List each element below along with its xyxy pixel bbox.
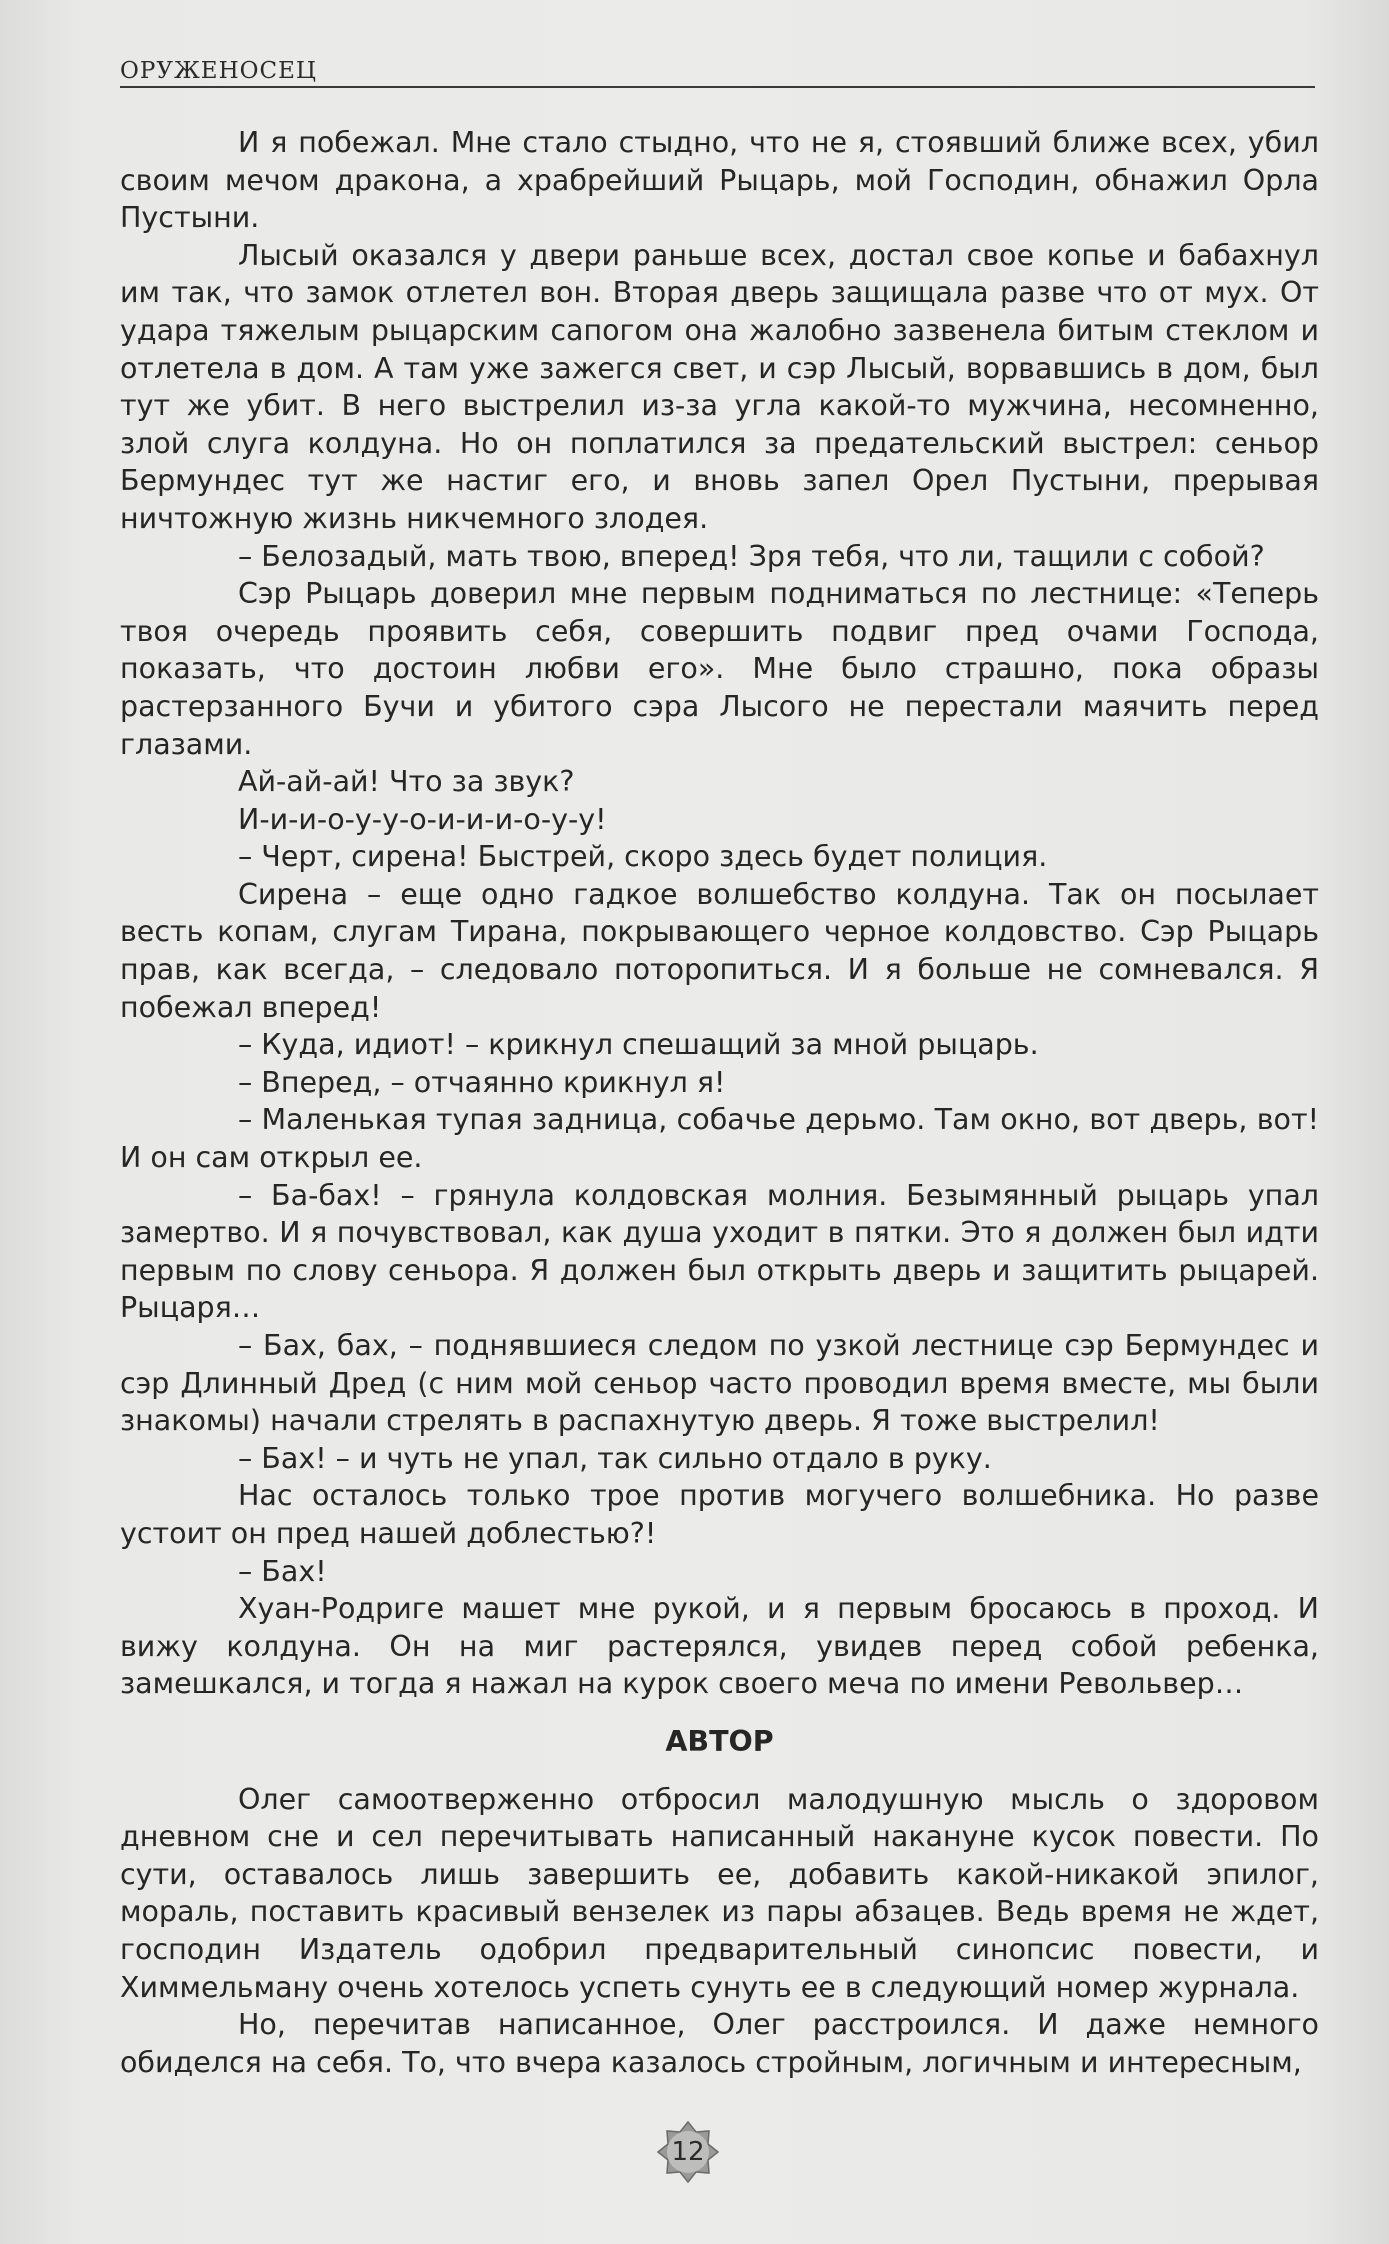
paragraph: Ай-ай-ай! Что за звук? bbox=[238, 765, 575, 799]
page-number: 12 bbox=[671, 2137, 705, 2167]
paragraph: Нас осталось только трое против могучего волшебника. Но разве устоит он пред нашей доблестью?! bbox=[120, 1479, 1319, 1550]
paragraph: Сэр Рыцарь доверил мне первым подниматься по лестнице: «Теперь твоя очередь проявить себя, совершить подвиг пред очами Господа, показать, что достоин любви его». Мне было страшно, пока образы растерзанного Бучи и убитого сэра Лысого не перестали маячить перед глазами. bbox=[120, 577, 1319, 761]
paragraph: – Бах! bbox=[238, 1554, 327, 1588]
paragraph: Сирена – еще одно гадкое волшебство колдуна. Так он посылает весть копам, слугам Тирана, покрывающего черное колдовство. Сэр Рыцарь прав, как всегда, – следовало поторопиться. И я больше не сомневался. Я побежал вперед! bbox=[120, 877, 1319, 1024]
running-title: ОРУЖЕНОСЕЦ bbox=[120, 58, 317, 84]
paragraph: Хуан-Родриге машет мне рукой, и я первым бросаюсь в проход. И вижу колдуна. Он на миг растерялся, увидев перед собой ребенка, замешкался, и тогда я нажал на курок своего меча по имени Револьвер… bbox=[120, 1592, 1319, 1701]
paragraph: – Ба-бах! – грянула колдовская молния. Безымянный рыцарь упал замертво. И я почувствовал, как душа уходит в пятки. Это я должен был идти первым по слову сеньора. Я должен был открыть дверь и защитить рыцарей. Рыцаря… bbox=[120, 1178, 1319, 1325]
section-heading: АВТОР bbox=[665, 1724, 774, 1758]
paragraph: – Белозадый, мать твою, вперед! Зря тебя, что ли, тащили с собой? bbox=[238, 539, 1265, 573]
paragraph: – Куда, идиот! – крикнул спешащий за мной рыцарь. bbox=[238, 1028, 1039, 1062]
paragraph: И я побежал. Мне стало стыдно, что не я, стоявший ближе всех, убил своим мечом дракона, а храбрейший Рыцарь, мой Господин, обнажил Орла Пустыни. bbox=[120, 126, 1319, 235]
paragraph: И-и-и-о-у-у-о-и-и-и-о-у-у! bbox=[238, 802, 607, 836]
paragraph: Олег самоотверженно отбросил малодушную мысль о здоровом дневном сне и сел перечитывать написанный накануне кусок повести. По сути, оставалось лишь завершить ее, добавить какой-никакой эпилог, мораль, поставить красивый вензелек из пары абзацев. Ведь время не ждет, господин Издатель одобрил предварительный синопсис повести, и Химмельману очень хотелось успеть сунуть ее в следующий номер журнала. bbox=[120, 1782, 1319, 2004]
paragraph: Лысый оказался у двери раньше всех, достал свое копье и бабахнул им так, что замок отлетел вон. Вторая дверь защищала разве что от мух. От удара тяжелым рыцарским сапогом она жалобно зазвенела битым стеклом и отлетела в дом. А там уже зажегся свет, и сэр Лысый, ворвавшись в дом, был тут же убит. В него выстрелил из-за угла какой-то мужчина, несомненно, злой слуга колдуна. Но он поплатился за предательский выстрел: сеньор Бермундес тут же настиг его, и вновь запел Орел Пустыни, прерывая ничтожную жизнь никчемного злодея. bbox=[120, 238, 1319, 535]
paragraph: – Бах! – и чуть не упал, так сильно отдало в руку. bbox=[238, 1441, 992, 1475]
paragraph: Но, перечитав написанное, Олег расстроился. И даже немного обиделся на себя. То, что вчера казалось стройным, логичным и интересным, bbox=[120, 2008, 1319, 2079]
paragraph: – Бах, бах, – поднявшиеся следом по узкой лестнице сэр Бермундес и сэр Длинный Дред (с ним мой сеньор часто проводил время вместе, мы были знакомы) начали стрелять в распахнутую дверь. Я тоже выстрелил! bbox=[120, 1329, 1319, 1438]
page-number-badge bbox=[656, 2120, 720, 2184]
page-body bbox=[120, 124, 1319, 2081]
paragraph: – Черт, сирена! Быстрей, скоро здесь будет полиция. bbox=[238, 840, 1048, 874]
paragraph: – Вперед, – отчаянно крикнул я! bbox=[238, 1065, 726, 1099]
running-header bbox=[120, 52, 1315, 88]
paragraph: – Маленькая тупая задница, собачье дерьмо. Там окно, вот дверь, вот! И он сам открыл ее. bbox=[120, 1103, 1319, 1175]
